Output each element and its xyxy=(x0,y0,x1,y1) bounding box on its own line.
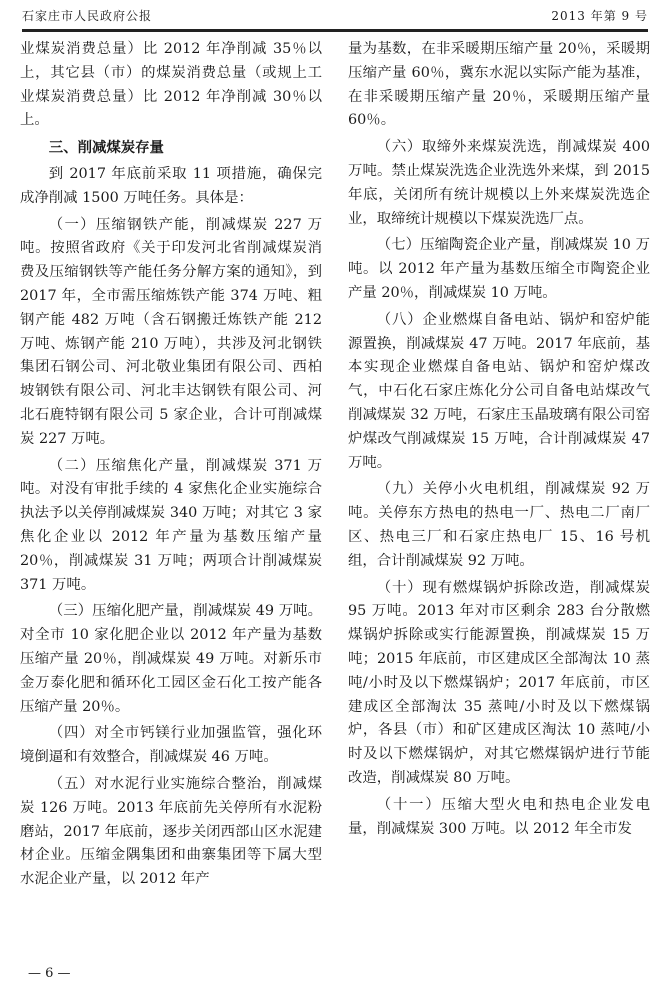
paragraph: （十）现有燃煤锅炉拆除改造，削减煤炭 95 万吨。2013 年对市区剩余 283 台分散燃煤锅炉拆除或实行能源置换，削减煤炭 15 万吨；2015 年底前，市区建成区全部淘汰 10 蒸吨/小时及以下燃煤锅炉；2017 年底前，市区建成区全部淘汰 35 蒸吨/小时及以下燃煤锅炉，各县（市）和矿区建成区淘汰 10 蒸吨/小时及以下燃煤锅炉，对其它燃煤锅炉进行节能改造，削减煤炭 80 万吨。 xyxy=(348,579,650,786)
paragraph: （六）取缔外来煤炭洗选，削减煤炭 400 万吨。禁止煤炭洗选企业洗选外来煤，到 2015 年底，关闭所有统计规模以上外来煤炭洗选企业，取缔统计规模以下煤炭洗选厂点。 xyxy=(348,139,650,227)
page-number: — 6 — xyxy=(28,966,71,981)
section-heading: 三、削减煤炭存量 xyxy=(48,139,164,157)
paragraph: 到 2017 年底前采取 11 项措施，确保完成净削减 1500 万吨任务。具体是： xyxy=(20,165,322,206)
paragraph: （八）企业燃煤自备电站、锅炉和窑炉能源置换，削减煤炭 47 万吨。2017 年底前，基本实现企业燃煤自备电站、锅炉和窑炉煤改气，中石化石家庄炼化分公司自备电站煤改气削减煤炭 32 万吨，石家庄玉晶玻璃有限公司窑炉煤改气削减煤炭 15 万吨，合计削减煤炭 47 万吨。 xyxy=(348,311,650,471)
page-header xyxy=(22,2,648,28)
paragraph: （四）对全市钙镁行业加强监管，强化环境倒逼和有效整合，削减煤炭 46 万吨。 xyxy=(20,725,322,766)
paragraph: （二）压缩焦化产量，削减煤炭 371 万吨。对没有审批手续的 4 家焦化企业实施综合执法予以关停削减煤炭 340 万吨；对其它 3 家焦化企业以 2012 年产量为基数压缩产量 20％，削减煤炭 31 万吨；两项合计削减煤炭 371 万吨。 xyxy=(20,457,322,593)
paragraph: （十一）压缩大型火电和热电企业发电量，削减煤炭 300 万吨。以 2012 年全市发 xyxy=(348,796,650,837)
paragraph: （一）压缩钢铁产能，削减煤炭 227 万吨。按照省政府《关于印发河北省削减煤炭消费及压缩钢铁等产能任务分解方案的通知》，到 2017 年，全市需压缩炼铁产能 374 万吨、粗钢产能 482 万吨（含石钢搬迁炼铁产能 212 万吨、炼钢产能 210 万吨），共涉及河北钢铁集团石钢公司、河北敬业集团有限公司、西柏坡钢铁有限公司、河北丰达钢铁有限公司、河北石鹿特钢有限公司 5 家企业，合计可削减煤炭 227 万吨。 xyxy=(20,216,322,447)
paragraph: 业煤炭消费总量）比 2012 年净削减 35％以上，其它县（市）的煤炭消费总量（或规上工业煤炭消费总量）比 2012 年净削减 30％以上。 xyxy=(20,41,322,129)
paragraph: （五）对水泥行业实施综合整治，削减煤炭 126 万吨。2013 年底前先关停所有水泥粉磨站，2017 年底前，逐步关闭西部山区水泥建材企业。压缩金隅集团和曲寨集团等下属大型水泥企业产量，以 2012 年产 xyxy=(20,775,322,888)
issue-number: 2013 年第 9 号 xyxy=(551,8,648,23)
header-rule xyxy=(22,29,648,32)
paragraph: （九）关停小火电机组，削减煤炭 92 万吨。关停东方热电的热电一厂、热电二厂南厂区、热电三厂和石家庄热电厂 15、16 号机组，合计削减煤炭 92 万吨。 xyxy=(348,481,650,569)
right-column xyxy=(348,38,650,844)
paragraph: （七）压缩陶瓷企业产量，削减煤炭 10 万吨。以 2012 年产量为基数压缩全市陶瓷企业产量 20％，削减煤炭 10 万吨。 xyxy=(348,237,650,301)
publication-title: 石家庄市人民政府公报 xyxy=(22,8,153,23)
left-column xyxy=(20,38,322,895)
paragraph: 量为基数，在非采暖期压缩产量 20％，采暖期压缩产量 60％，冀东水泥以实际产能为基准，在非采暖期压缩产量 20％，采暖期压缩产量 60％。 xyxy=(348,41,650,129)
paragraph: （三）压缩化肥产量，削减煤炭 49 万吨。对全市 10 家化肥企业以 2012 年产量为基数压缩产量 20％，削减煤炭 49 万吨。对新乐市金万泰化肥和循环化工园区金石化工按产能各压缩产量 20％。 xyxy=(20,603,322,715)
